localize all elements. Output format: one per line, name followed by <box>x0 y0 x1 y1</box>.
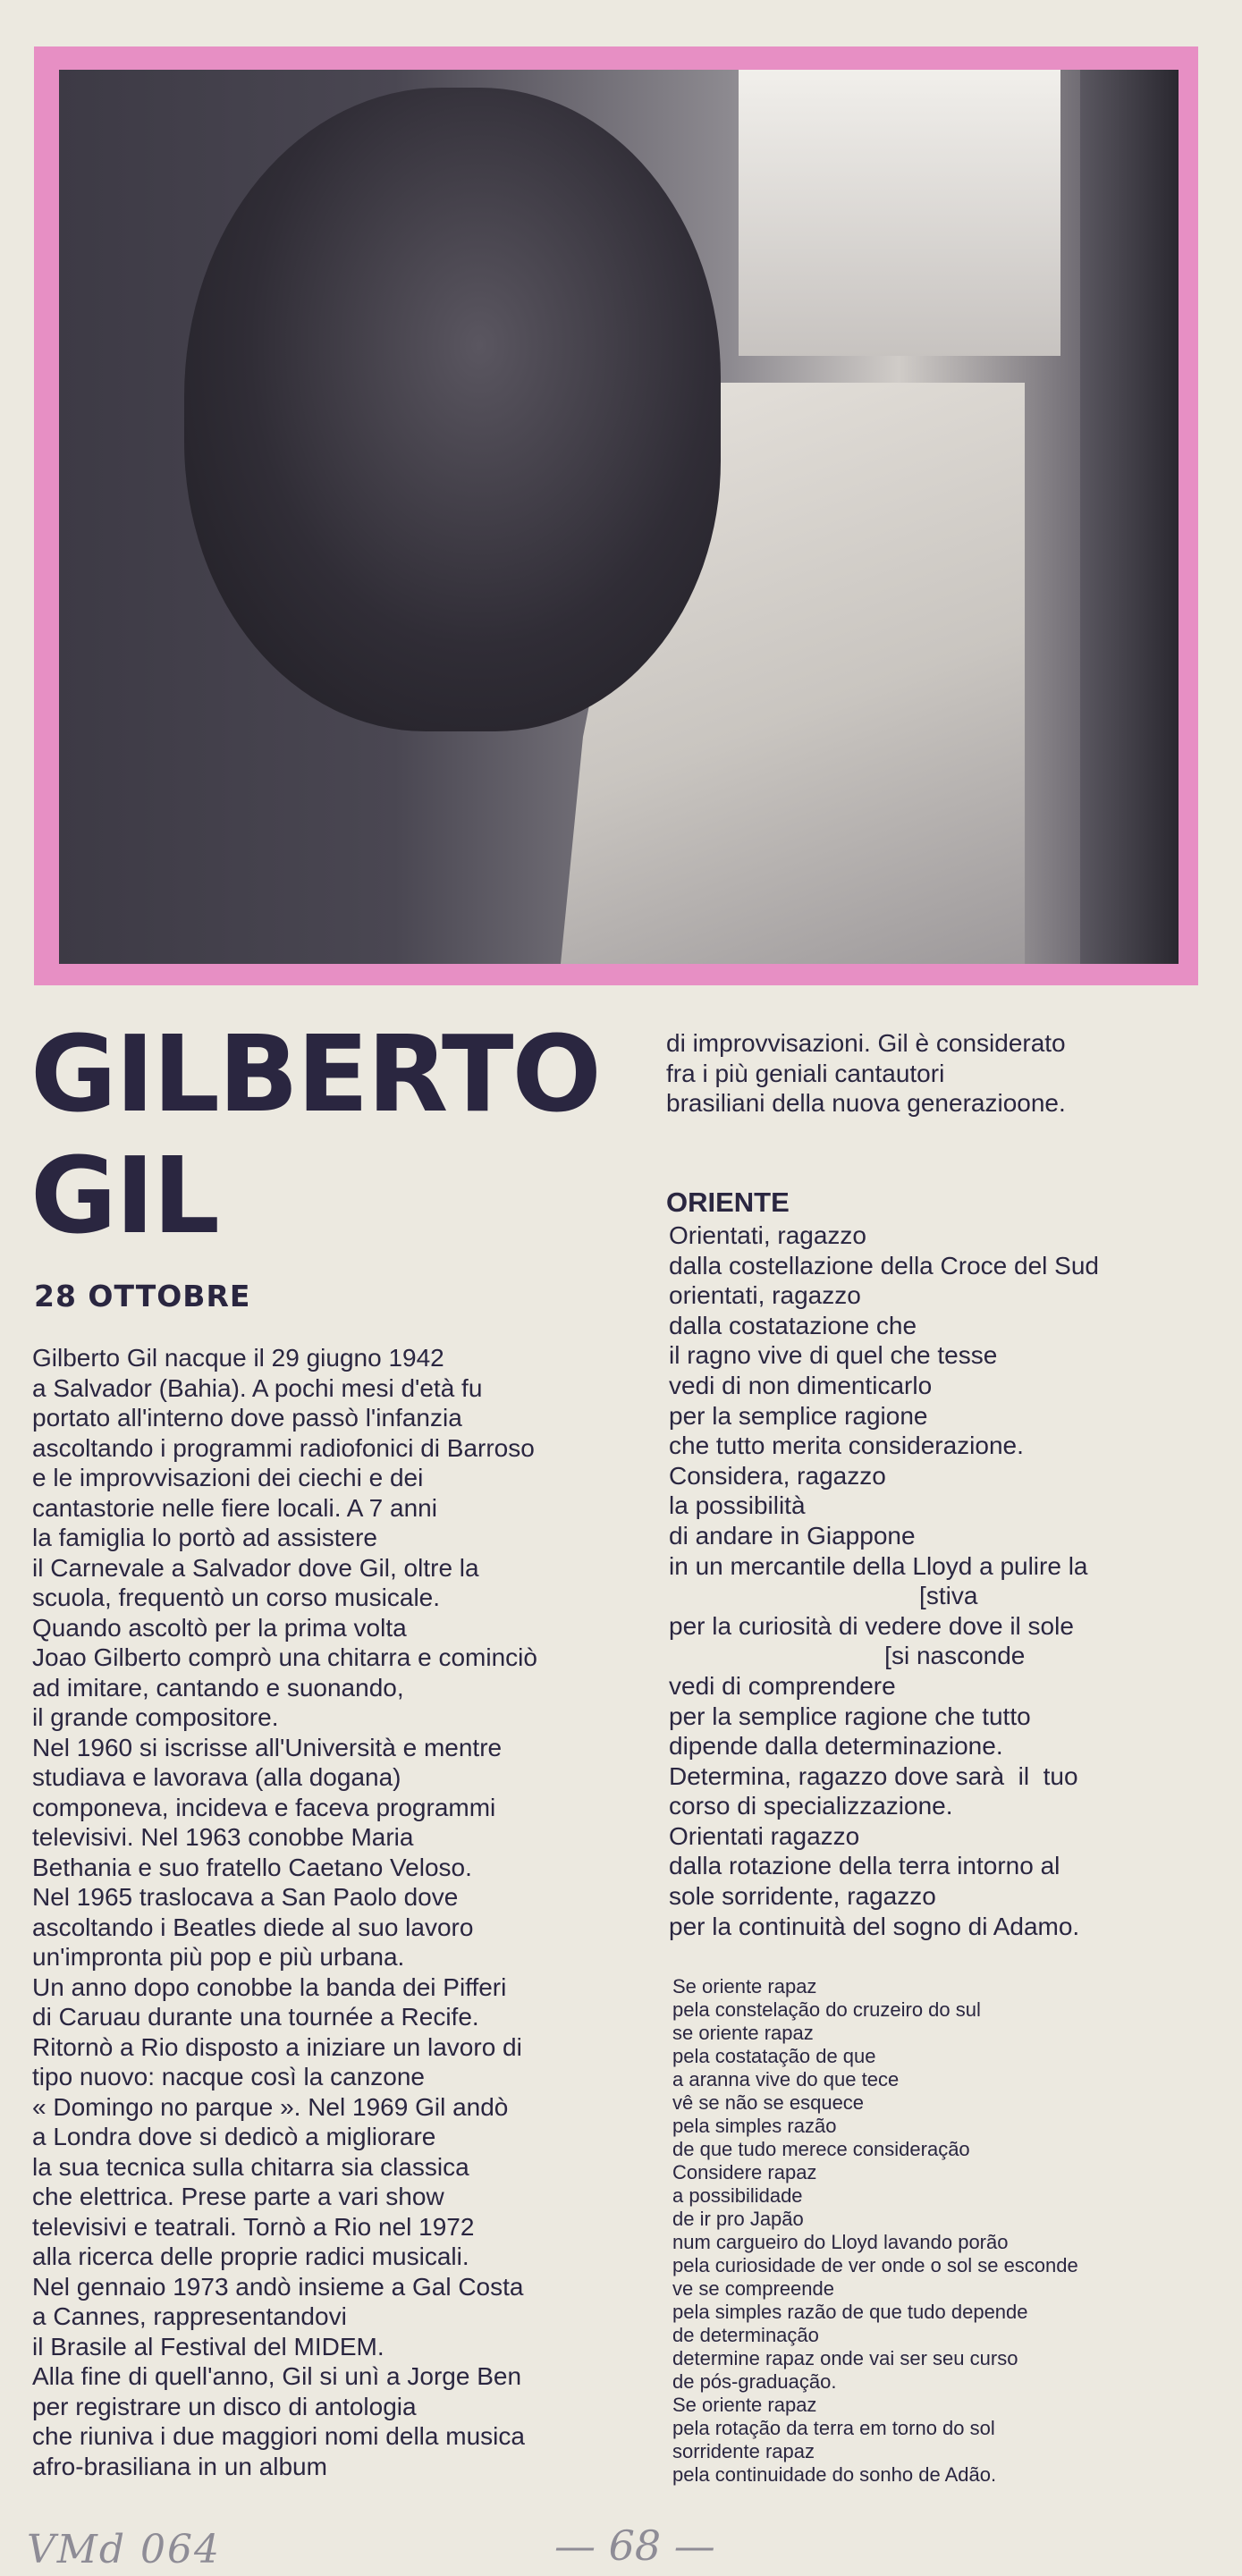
photo-frame <box>34 46 1198 985</box>
title-first-name: GILBERTO <box>30 1012 600 1136</box>
photo-background-window <box>739 70 1060 356</box>
handwritten-archive-code: VMd 064 <box>27 2527 221 2572</box>
biography-text: Gilberto Gil nacque il 29 giugno 1942 a Salvador (Bahia). A pochi mesi d'età fu portato all'interno dove passò l'infanzia ascoltando i programmi radiofonici di Barroso e le improvvisazioni dei ciechi e dei cantastorie nelle fiere locali. A 7 anni la famiglia lo portò ad assistere il Carnevale a Salvador dove Gil, oltre la scuola, frequentò un corso musicale. Quando ascoltò per la prima volta Joao Gilberto comprò una chitarra e cominciò ad imitare, cantando e suonando, il grande compositore. Nel 1960 si iscrisse all'Università e mentre studiava e lavorava (alla dogana) componeva, incideva e faceva programmi televisivi. Nel 1963 conobbe Maria Bethania e suo fratello Caetano Veloso. Nel 1965 traslocava a San Paolo dove ascoltando i Beatles diede al suo lavoro un'impronta più pop e più urbana. Un anno dopo conobbe la banda dei Pifferi di Caruau durante una tournée a Recife. Ritornò a Rio disposto a iniziare un lavoro di tipo nuovo: nacque così la canzone « Domingo no parque ». Nel 1969 Gil andò a Londra dove si dedicò a migliorare la sua tecnica sulla chitarra sia classica che elettrica. Prese parte a vari show televisivi e teatrali. Tornò a Rio nel 1972 alla ricerca delle proprie radici musicali. Nel gennaio 1973 andò insieme a Gal Costa a Cannes, rappresentandovi il Brasile al Festival del MIDEM. Alla fine di quell'anno, Gil si unì a Jorge Ben per registrare un disco di antologia che riuniva i due maggiori nomi della musica afro-brasiliana in un album <box>32 1344 537 2480</box>
title-last-name: GIL <box>30 1134 218 1257</box>
handwritten-page-number: — 68 — <box>554 2521 715 2570</box>
biography-continued-text: di improvvisazioni. Gil è considerato fra i più geniali cantautori brasiliani della nuova generazioone. <box>666 1029 1066 1117</box>
poem-italian-text: Orientati, ragazzo dalla costellazione della Croce del Sud orientati, ragazzo dalla costatazione che il ragno vive di quel che tesse vedi di non dimenticarlo per la semplice ragione che tutto merita considerazione. Considera, ragazzo la possibilità di andare in Giappone in un mercantile della Lloyd a pulire la [stiva per la curiosità di vedere dove il sole [si nasconde vedi di comprendere per la semplice ragione che tutto dipende dalla determinazione. Determina, ragazzo dove sarà il tuo corso di specializzazione. Orientati ragazzo dalla rotazione della terra intorno al sole sorridente, ragazzo per la continuità del sogno di Adamo. <box>669 1221 1099 1940</box>
concert-date: 28 OTTOBRE <box>34 1279 251 1313</box>
photo-face <box>184 88 721 731</box>
poem-portuguese-text: Se oriente rapaz pela constelação do cruzeiro do sul se oriente rapaz pela costatação de que a aranna vive do que tece vê se não se esquece pela simples razão de que tudo merece consideração Considere rapaz a possibilidade de ir pro Japão num cargueiro do Lloyd lavando porão pela curiosidade de ver onde o sol se esconde ve se compreende pela simples razão de que tudo depende de determinação determine rapaz onde vai ser seu curso de pós-graduação. Se oriente rapaz pela rotação da terra em torno do sol sorridente rapaz pela continuidade do sonho de Adão. <box>672 1975 1078 2486</box>
portrait-photo <box>59 70 1179 964</box>
photo-background-pillar <box>1080 70 1179 964</box>
poem-title: ORIENTE <box>666 1187 790 1218</box>
